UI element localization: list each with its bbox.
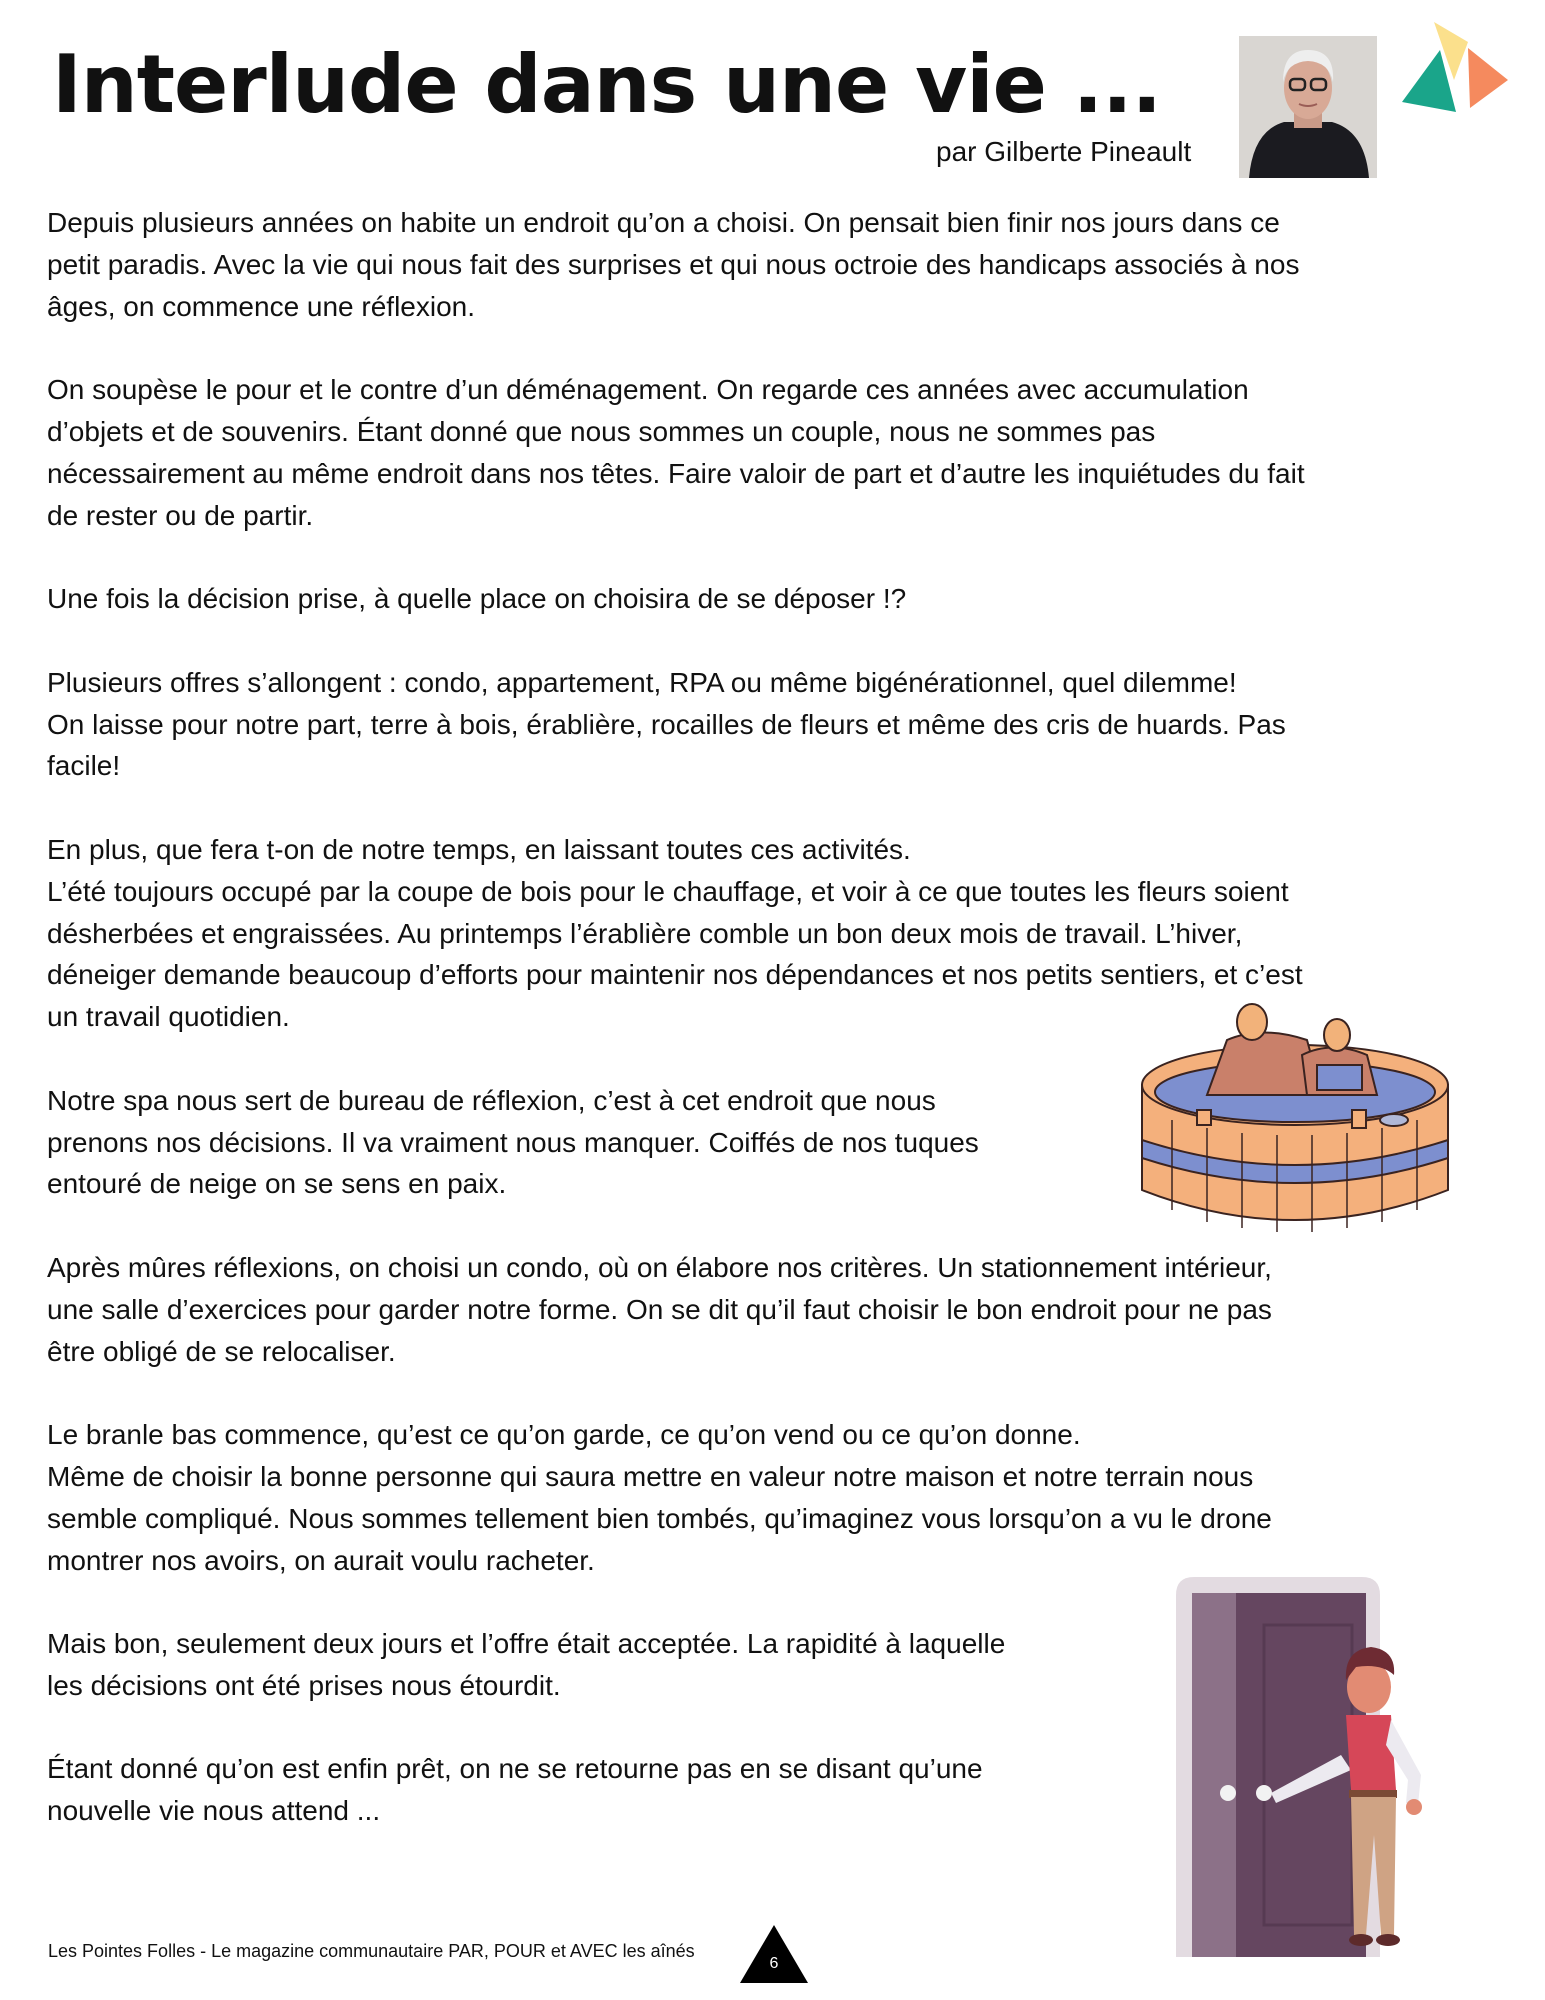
paragraph-line: entouré de neige on se sens en paix. (47, 1168, 507, 1200)
paragraph-line: Plusieurs offres s’allongent : condo, appartement, RPA ou même bigénérationnel, quel dilemme! (47, 666, 1237, 698)
author-photo (1239, 36, 1377, 178)
paragraph (47, 578, 1507, 620)
paragraph-line: nouvelle vie nous attend ... (47, 1795, 381, 1827)
paragraph-line: une salle d’exercices pour garder notre forme. On se dit qu’il faut choisir le bon endroit pour ne pas (47, 1293, 1272, 1325)
paragraph-line: déneiger demande beaucoup d’efforts pour maintenir nos dépendances et nos petits sentiers, et c’est (47, 959, 1303, 991)
paragraph-line: On soupèse le pour et le contre d’un déménagement. On regarde ces années avec accumulation (47, 374, 1249, 406)
paragraph (47, 202, 1507, 327)
page-title: Interlude dans une vie ... (52, 38, 1161, 131)
paragraph-line: Notre spa nous sert de bureau de réflexion, c’est à cet endroit que nous (47, 1084, 936, 1116)
paragraph (47, 662, 1507, 787)
paragraph-line: prenons nos décisions. Il va vraiment nous manquer. Coiffés de nos tuques (47, 1126, 979, 1158)
paragraph-line: L’été toujours occupé par la coupe de bois pour le chauffage, et voir à ce que toutes les fleurs soient (47, 875, 1289, 907)
paragraph-line: Étant donné qu’on est enfin prêt, on ne se retourne pas en se disant qu’une (47, 1753, 983, 1785)
paragraph-line: Après mûres réflexions, on choisi un condo, où on élabore nos critères. Un stationnement intérieur, (47, 1251, 1272, 1283)
paragraph-line: les décisions ont été prises nous étourdit. (47, 1669, 561, 1701)
paragraph-line: d’objets et de souvenirs. Étant donné que nous sommes un couple, nous ne sommes pas (47, 415, 1156, 447)
paragraph-line: Le branle bas commence, qu’est ce qu’on garde, ce qu’on vend ou ce qu’on donne. (47, 1419, 1081, 1451)
man-opening-door-illustration (1166, 1575, 1456, 1957)
paragraph-line: être obligé de se relocaliser. (47, 1335, 396, 1367)
paragraph-line: montrer nos avoirs, on aurait voulu racheter. (47, 1544, 595, 1576)
page-number-triangle (740, 1925, 808, 1983)
paragraph-line: Même de choisir la bonne personne qui saura mettre en valeur notre maison et notre terrain nous (47, 1460, 1254, 1492)
paragraph (47, 1247, 1507, 1372)
paragraph-line: âges, on commence une réflexion. (47, 290, 476, 322)
paragraph-line: de rester ou de partir. (47, 499, 314, 531)
author-byline: par Gilberte Pineault (936, 136, 1192, 167)
page-number: 6 (769, 1955, 779, 1972)
paragraph-line: facile! (47, 750, 121, 782)
paragraph (47, 1414, 1507, 1581)
footer-text: Les Pointes Folles - Le magazine communautaire PAR, POUR et AVEC les aînés (48, 1941, 695, 1961)
paragraph-line: un travail quotidien. (47, 1001, 290, 1033)
paragraph-line: nécessairement au même endroit dans nos têtes. Faire valoir de part et d’autre les inquiétudes du fait (47, 457, 1305, 489)
paragraph-line: Une fois la décision prise, à quelle place on choisira de se déposer !? (47, 583, 907, 615)
paragraph (47, 369, 1507, 536)
paragraph-line: désherbées et engraissées. Au printemps l’érablière comble un bon deux mois de travail. L’hiver, (47, 917, 1243, 949)
paragraph-line: En plus, que fera t-on de notre temps, en laissant toutes ces activités. (47, 833, 911, 865)
magazine-logo (1398, 20, 1516, 115)
paragraph-line: On laisse pour notre part, terre à bois, érablière, rocailles de fleurs et même des cris de huards. Pas (47, 708, 1286, 740)
hot-tub-illustration (1132, 1000, 1458, 1238)
paragraph-line: Depuis plusieurs années on habite un endroit qu’on a choisi. On pensait bien finir nos jours dans ce (47, 207, 1280, 238)
paragraph-line: petit paradis. Avec la vie qui nous fait des surprises et qui nous octroie des handicaps associés à nos (47, 248, 1300, 280)
paragraph-line: semble compliqué. Nous sommes tellement bien tombés, qu’imaginez vous lorsqu’on a vu le drone (47, 1502, 1272, 1534)
paragraph-line: Mais bon, seulement deux jours et l’offre était acceptée. La rapidité à laquelle (47, 1628, 1006, 1660)
